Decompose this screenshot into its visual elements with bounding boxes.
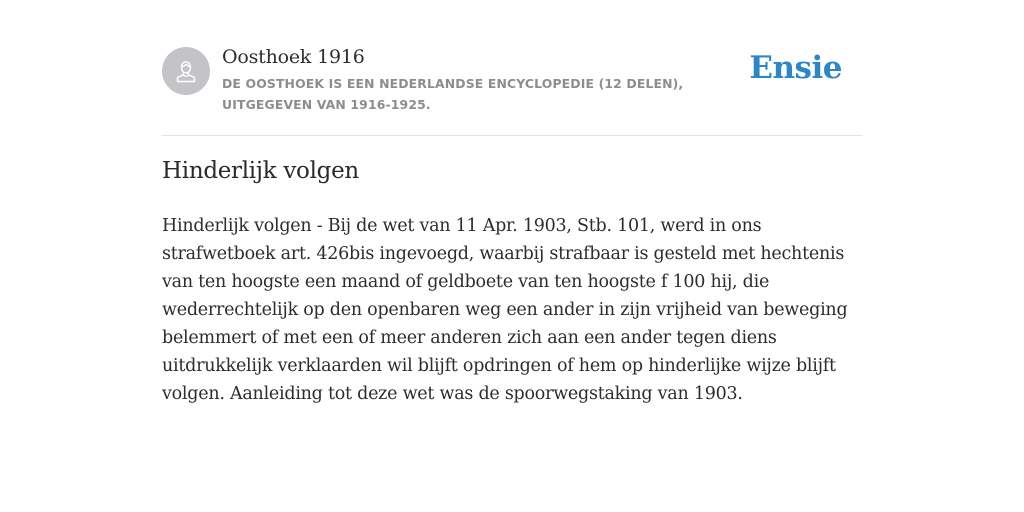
source-title[interactable]: Oosthoek 1916 (222, 46, 365, 68)
source-description: DE OOSTHOEK IS EEN NEDERLANDSE ENCYCLOPEDIE (12 DELEN), UITGEGEVEN VAN 1916-1925. (222, 76, 684, 112)
entry-title: Hinderlijk volgen (162, 158, 359, 184)
entry-body: Hinderlijk volgen - Bij de wet van 11 Apr. 1903, Stb. 101, werd in ons strafwetboek art. 426bis ingevoegd, waarbij strafbaar is gesteld met hechtenis van ten hoogste een maand of geldboete van ten hoogste f 100 hij, die wederrechtelijk op den openbaren weg een ander in zijn vrijheid van beweging belemmert of met een of meer anderen zich aan een ander tegen diens uitdrukkelijk verklaarden wil blijft opdringen of hem op hinderlijke wijze blijft volgen. Aanleiding tot deze wet was de spoorwegstaking van 1903. (162, 216, 848, 404)
source-avatar[interactable] (162, 47, 210, 95)
user-icon (172, 57, 200, 85)
entry-card (162, 0, 862, 404)
ensie-logo-link[interactable]: Ensie (749, 50, 842, 86)
source-header (162, 0, 862, 136)
